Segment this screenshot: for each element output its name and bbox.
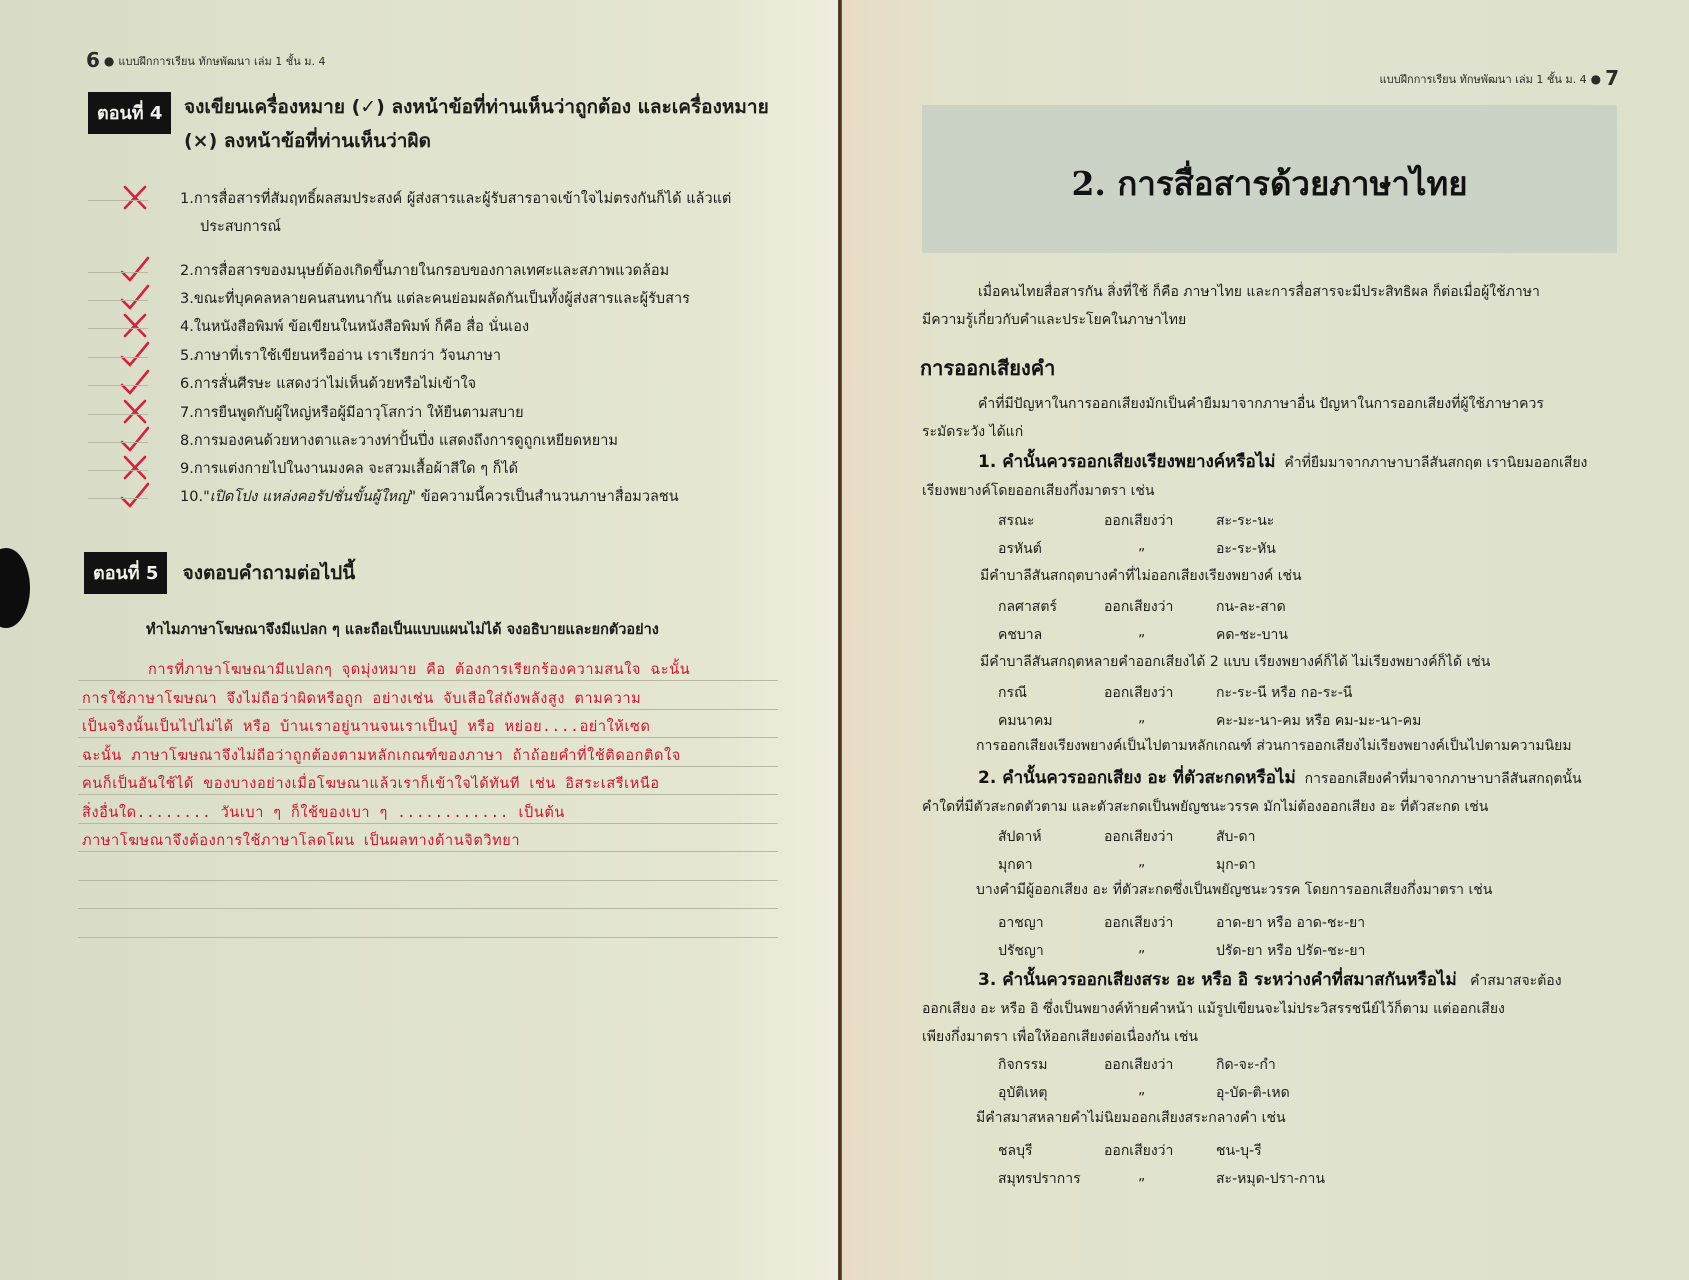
note: มีคำบาลีสันสกฤตหลายคำออกเสียงได้ 2 แบบ เรียงพยางค์ก็ได้ ไม่เรียงพยางค์ก็ได้ เช่น (980, 654, 1491, 670)
answer-ruled-line (78, 937, 778, 938)
example-word: กลศาสตร์ (998, 599, 1057, 615)
answer-blank-line (88, 442, 148, 443)
handwritten-answer-line: ภาษาโฆษณาจึงต้องการใช้ภาษาโลดโผน เป็นผลทางด้านจิตวิทยา (82, 833, 521, 849)
example-pronunciation: กน-ละ-สาด (1216, 599, 1286, 615)
handwritten-answer-line: สิ่งอื่นใด........ วันเบา ๆ ก็ใช้ของเบา ๆ ............ เป็นต้น (82, 804, 565, 821)
statement-item: 7.การยืนพูดกับผู้ใหญ่หรือผู้มีอาวุโสกว่า ให้ยืนตามสบาย (180, 405, 524, 421)
example-pronunciation: อาด-ยา หรือ อาด-ชะ-ยา (1216, 915, 1366, 931)
chapter-title-band (922, 105, 1617, 253)
example-pronunciation: อุ-บัด-ติ-เหด (1216, 1085, 1290, 1101)
check-mark-icon (118, 339, 152, 369)
answer-ruled-line (78, 908, 778, 909)
cross-mark-icon (118, 310, 152, 340)
topic-1-heading: 1. คำนั้นควรออกเสียงเรียงพยางค์หรือไม่ (978, 452, 1276, 472)
topic-1 (922, 448, 1622, 505)
example-pronunciation: ปรัด-ยา หรือ ปรัด-ชะ-ยา (1216, 943, 1366, 959)
note: มีคำสมาสหลายคำไม่นิยมออกเสียงสระกลางคำ เช่น (976, 1110, 1286, 1126)
part-5-label: ตอนที่ 5 (84, 552, 167, 594)
answer-blank-line (88, 498, 148, 499)
answer-blank-line (88, 414, 148, 415)
section-intro (922, 390, 1612, 446)
answer-blank-line (88, 385, 148, 386)
example-word: มุกดา (998, 857, 1033, 873)
page-number: 6 (86, 48, 100, 72)
statement-item: 5.ภาษาที่เราใช้เขียนหรืออ่าน เราเรียกว่า วัจนภาษา (180, 348, 502, 364)
check-mark-icon (118, 282, 152, 312)
text-line: คำที่ยืมมาจากภาษาบาลีสันสกฤต เรานิยมออกเสียง (1284, 455, 1588, 471)
statement-item: 6.การสั่นศีรษะ แสดงว่าไม่เห็นด้วยหรือไม่เข้าใจ (180, 376, 477, 392)
answer-ruled-line (78, 880, 778, 881)
example-pronunciation: อะ-ระ-หัน (1216, 541, 1276, 557)
statement-item: 2.การสื่อสารของมนุษย์ต้องเกิดขึ้นภายในกรอบของกาลเทศะและสภาพแวดล้อม (180, 263, 670, 279)
handwritten-answer-line: คนก็เป็นอันใช้ได้ ของบางอย่างเมื่อโฆษณาแล้วเราก็เข้าใจได้ทันที เช่น อิสระเสรีเหนือ (82, 776, 660, 792)
example-word: สมุทรปราการ (998, 1171, 1081, 1187)
text-line: การออกเสียงคำที่มาจากภาษาบาลีสันสกฤตนั้น (1304, 771, 1582, 787)
text-line: คำที่มีปัญหาในการออกเสียงมักเป็นคำยืมมาจากภาษาอื่น ปัญหาในการออกเสียงที่ผู้ใช้ภาษาควร (978, 396, 1544, 412)
example-connector: ออกเสียงว่า (1104, 1143, 1174, 1159)
example-connector: ออกเสียงว่า (1104, 1057, 1174, 1073)
topic-2-heading: 2. คำนั้นควรออกเสียง อะ ที่ตัวสะกดหรือไม่ (978, 768, 1296, 788)
part-5-instruction: จงตอบคำถามต่อไปนี้ (182, 562, 356, 584)
example-word: อาชญา (998, 915, 1044, 931)
answer-blank-line (88, 328, 148, 329)
example-word: คมนาคม (998, 713, 1053, 729)
topic-2 (922, 764, 1622, 821)
example-pronunciation: กะ-ระ-นี หรือ กอ-ระ-นี (1216, 685, 1353, 701)
statement-item: 8.การมองคนด้วยหางตาและวางท่าปั้นปึ่ง แสดงถึงการดูถูกเหยียดหยาม (180, 433, 618, 449)
example-connector: ออกเสียงว่า (1104, 829, 1174, 845)
handwritten-answer-line: การใช้ภาษาโฆษณา จึงไม่ถือว่าผิดหรือถูก อย่างเช่น จับเสือใส่ถังพลังสูง ตามความ (82, 690, 642, 707)
answer-blank-line (88, 357, 148, 358)
example-connector: ออกเสียงว่า (1104, 915, 1174, 931)
note: มีคำบาลีสันสกฤตบางคำที่ไม่ออกเสียงเรียงพยางค์ เช่น (980, 568, 1302, 584)
example-connector: „ (1138, 854, 1146, 870)
example-word: อุบัติเหตุ (998, 1085, 1048, 1101)
part-4-label: ตอนที่ 4 (88, 92, 171, 134)
handwritten-answer-line: การที่ภาษาโฆษณามีแปลกๆ จุดมุ่งหมาย คือ ต้องการเรียกร้องความสนใจ ฉะนั้น (148, 662, 691, 678)
topic-3-heading: 3. คำนั้นควรออกเสียงสระ อะ หรือ อิ ระหว่างคำที่สมาสกันหรือไม่ (978, 970, 1457, 990)
running-head-left (86, 48, 325, 72)
topic-3 (922, 966, 1622, 1051)
example-connector: „ (1138, 710, 1146, 726)
book-title: แบบฝึกการเรียน ทักษพัฒนา เล่ม 1 ชั้น ม. 4 (118, 55, 326, 68)
answer-blank-line (88, 470, 148, 471)
part-4-instruction (184, 90, 824, 158)
note: บางคำมีผู้ออกเสียง อะ ที่ตัวสะกดซึ่งเป็นพยัญชนะวรรค โดยการออกเสียงกึ่งมาตรา เช่น (976, 882, 1493, 898)
true-false-list (118, 190, 818, 520)
statement-item: 9.การแต่งกายไปในงานมงคล จะสวมเสื้อผ้าสีใด ๆ ก็ได้ (180, 461, 519, 477)
text-line: ออกเสียง อะ หรือ อิ ซึ่งเป็นพยางค์ท้ายคำหน้า แม้รูปเขียนจะไม่ประวิสรรชนีย์ไว้ก็ตาม แต่ออกเสียง (922, 1001, 1505, 1017)
section-heading: การออกเสียงคำ (920, 356, 1056, 380)
answer-blank-line (88, 272, 148, 273)
example-pronunciation: กิด-จะ-กำ (1216, 1057, 1276, 1073)
text-line: คำสมาสจะต้อง (1470, 973, 1562, 989)
part-5 (84, 552, 355, 594)
text-line: มีความรู้เกี่ยวกับคำและประโยคในภาษาไทย (922, 312, 1187, 328)
text-line: ระมัดระวัง ได้แก่ (922, 424, 1024, 440)
example-pronunciation: ชน-บุ-รี (1216, 1143, 1262, 1159)
example-connector: ออกเสียงว่า (1104, 513, 1174, 529)
example-pronunciation: คด-ชะ-บาน (1216, 627, 1288, 643)
intro-paragraph (922, 278, 1612, 334)
statement-item: 10."เปิดโปง แหล่งคอรัปชั่นขั้นผู้ใหญ่" ข้อความนี้ควรเป็นสำนวนภาษาสื่อมวลชน (180, 489, 679, 505)
check-mark-icon (118, 424, 152, 454)
example-word: อรหันต์ (998, 541, 1042, 557)
example-connector: ออกเสียงว่า (1104, 599, 1174, 615)
book-title: แบบฝึกการเรียน ทักษพัฒนา เล่ม 1 ชั้น ม. 4 (1379, 73, 1587, 86)
handwritten-answer-line: ฉะนั้น ภาษาโฆษณาจึงไม่ถือว่าถูกต้องตามหลักเกณฑ์ของภาษา ถ้าถ้อยคำที่ใช้ติดอกติดใจ (82, 747, 681, 764)
instruction-line: (×) ลงหน้าข้อที่ท่านเห็นว่าผิด (184, 130, 431, 152)
instruction-line: จงเขียนเครื่องหมาย (✓) ลงหน้าข้อที่ท่านเห็นว่าถูกต้อง และเครื่องหมาย (184, 96, 769, 118)
example-word: กิจกรรม (998, 1057, 1048, 1073)
cross-mark-icon (118, 452, 152, 482)
page-number: 7 (1605, 66, 1619, 90)
example-pronunciation: สะ-ระ-นะ (1216, 513, 1275, 529)
example-pronunciation: สะ-หมุด-ปรา-กาน (1216, 1171, 1325, 1187)
example-word: กรณี (998, 685, 1027, 701)
example-connector: ออกเสียงว่า (1104, 685, 1174, 701)
example-word: ปรัชญา (998, 943, 1044, 959)
example-pronunciation: คะ-มะ-นา-คม หรือ คม-มะ-นา-คม (1216, 713, 1422, 729)
answer-blank-line (88, 200, 148, 201)
example-connector: „ (1138, 1082, 1146, 1098)
text-line: เรียงพยางค์โดยออกเสียงกึ่งมาตรา เช่น (922, 483, 1155, 499)
answer-blank-line (88, 300, 148, 301)
check-mark-icon (118, 480, 152, 510)
example-connector: „ (1138, 624, 1146, 640)
example-word: สัปดาห์ (998, 829, 1042, 845)
handwritten-answer-line: เป็นจริงนั้นเป็นไปไม่ได้ หรือ บ้านเราอยู่นานจนเราเป็นปู่ หรือ หย่อย....อย่าให้เซด (82, 719, 651, 735)
example-pronunciation: สับ-ดา (1216, 829, 1256, 845)
left-page (0, 0, 838, 1280)
punch-hole (0, 548, 30, 628)
running-head-right (1380, 66, 1619, 90)
statement-item: 3.ขณะที่บุคคลหลายคนสนทนากัน แต่ละคนย่อมผลัดกันเป็นทั้งผู้ส่งสารและผู้รับสาร (180, 291, 690, 307)
statement-item: 1.การสื่อสารที่สัมฤทธิ์ผลสมประสงค์ ผู้ส่งสารและผู้รับสารอาจเข้าใจไม่ตรงกันก็ได้ แล้วแต่ ประสบการณ์ (180, 191, 732, 235)
example-connector: „ (1138, 1168, 1146, 1184)
check-mark-icon (118, 367, 152, 397)
example-pronunciation: มุก-ดา (1216, 857, 1256, 873)
text-line: เมื่อคนไทยสื่อสารกัน สิ่งที่ใช้ ก็คือ ภาษาไทย และการสื่อสารจะมีประสิทธิผล ก็ต่อเมื่อผู้ใช้ภาษา (978, 284, 1540, 300)
example-word: สรณะ (998, 513, 1035, 529)
summary: การออกเสียงเรียงพยางค์เป็นไปตามหลักเกณฑ์ ส่วนการออกเสียงไม่เรียงพยางค์เป็นไปตามความนิยม (976, 738, 1572, 754)
bullet-icon: ● (1590, 72, 1602, 86)
cross-mark-icon (118, 182, 152, 212)
statement-item: 4.ในหนังสือพิมพ์ ข้อเขียนในหนังสือพิมพ์ ก็คือ สื่อ นั่นเอง (180, 319, 530, 335)
example-word: คชบาล (998, 627, 1043, 643)
example-connector: „ (1138, 940, 1146, 956)
part-5-question: ทำไมภาษาโฆษณาจึงมีแปลก ๆ และถือเป็นแบบแผนไม่ได้ จงอธิบายและยกตัวอย่าง (146, 622, 659, 638)
text-line: เพียงกึ่งมาตรา เพื่อให้ออกเสียงต่อเนื่องกัน เช่น (922, 1029, 1198, 1045)
chapter-title: 2. การสื่อสารด้วยภาษาไทย (1071, 164, 1468, 203)
example-connector: „ (1138, 538, 1146, 554)
bullet-icon: ● (103, 54, 115, 68)
example-word: ชลบุรี (998, 1143, 1033, 1159)
check-mark-icon (118, 254, 152, 284)
part-4 (88, 92, 808, 152)
text-line: คำใดที่มีตัวสะกดตัวตาม และตัวสะกดเป็นพยัญชนะวรรค มักไม่ต้องออกเสียง อะ ที่ตัวสะกด เช่น (922, 799, 1489, 815)
cross-mark-icon (118, 396, 152, 426)
